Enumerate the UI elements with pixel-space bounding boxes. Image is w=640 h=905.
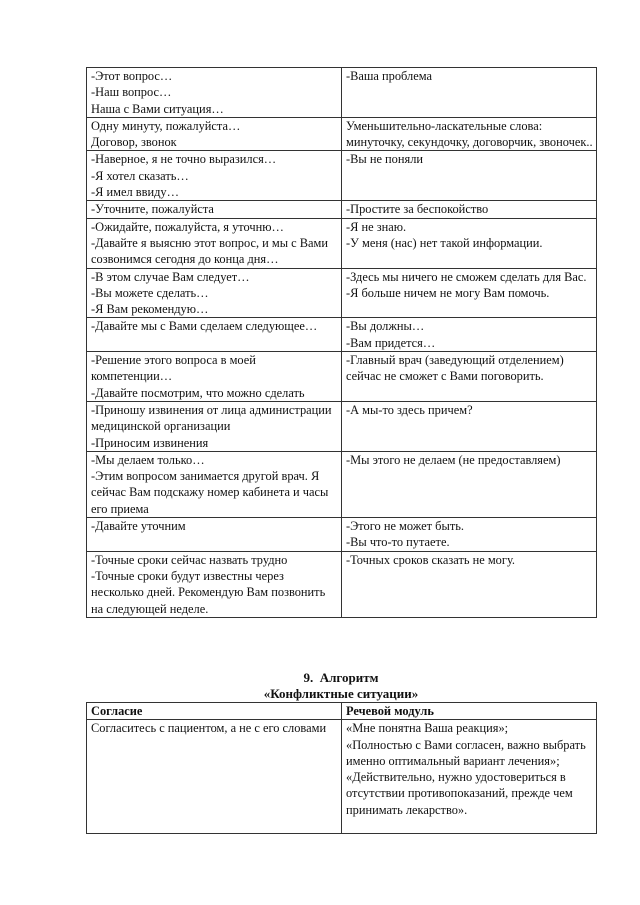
cell-line: -Точных сроков сказать не могу. [346,552,516,567]
cell-line: -Этим вопросом занимается другой врач. Я сейчас Вам подскажу номер кабинета и часы его приема [91,469,329,516]
recommended-phrase-cell [87,518,342,552]
cell-line: «Мне понятна Ваша реакция»; [346,721,509,736]
cell-line: -Этот вопрос… [91,69,173,83]
cell-line: -Давайте мы с Вами сделаем следующее… [91,319,318,334]
cell-line: -Давайте уточним [91,519,186,534]
cell-line: Согласитесь с пациентом, а не с его словами [91,721,327,736]
cell-line: -В этом случае Вам следует… [91,269,250,284]
recommended-phrase-cell [87,218,342,268]
cell-line: -Ожидайте, пожалуйста, я уточню… [91,219,284,234]
table-row [87,117,597,151]
table-row [87,401,597,451]
conflict-table [86,702,597,834]
cell-line: -У меня (нас) нет такой информации. [346,235,543,250]
recommended-phrase-cell [87,268,342,318]
table-row [87,151,597,201]
cell-line: -Вы не поняли [346,152,424,167]
cell-line: -Приношу извинения от лица администрации медицинской организации [91,402,332,434]
cell-line: -Вы должны… [346,319,425,334]
cell-line: -Я больше ничем не могу Вам помочь. [346,285,550,300]
table-row [87,551,597,617]
avoid-phrase-cell [342,551,597,617]
phrases-table-body [87,68,597,618]
cell-line: -Приносим извинения [91,435,209,450]
avoid-phrase-cell [342,352,597,402]
cell-line: -Точные сроки сейчас назвать трудно [91,552,288,567]
cell-line: -Наш вопрос… [91,85,172,100]
cell-line: -Вы можете сделать… [91,285,209,300]
cell-line: -Вам придется… [346,335,436,350]
cell-line: -Главный врач (заведующий отделением) сейчас не сможет с Вами поговорить. [346,353,564,384]
table-row [87,68,597,118]
cell-line: -Мы делаем только… [91,452,205,467]
avoid-phrase-cell [342,451,597,517]
conflict-right-cell [342,720,597,834]
cell-line: «Полностью с Вами согласен, важно выбрать именно оптимальный вариант лечения»; [346,737,586,768]
recommended-phrase-cell [87,117,342,151]
conflict-left-cell [87,720,342,834]
section-subtitle: «Конфликтные ситуации» [263,686,419,701]
cell-line: -Давайте я выясню этот вопрос, и мы с Вами созвонимся сегодня до конца дня… [91,235,328,267]
header-speech-module: Речевой модуль [342,703,597,720]
cell-line: -Точные сроки будут известны через несколько дней. Рекомендую Вам позвонить на следующей неделе. [91,568,326,616]
cell-line: -Решение этого вопроса в моей компетенции… [91,353,256,384]
table-row [87,451,597,517]
table-row [87,218,597,268]
avoid-phrase-cell [342,518,597,552]
avoid-phrase-cell [342,68,597,118]
cell-line: -Я имел ввиду… [91,185,179,200]
avoid-phrase-cell [342,318,597,352]
cell-line: -Вы что-то путаете. [346,535,450,550]
cell-line: -Мы этого не делаем (не предоставляем) [346,452,561,467]
cell-line: -Давайте посмотрим, что можно сделать [91,385,305,400]
cell-line: -Простите за беспокойство [346,202,489,217]
table-row [87,352,597,402]
avoid-phrase-cell [342,401,597,451]
cell-line: -Я не знаю. [346,219,407,234]
conflict-table-header-row [87,703,597,720]
section-title: Алгоритм [319,670,379,685]
cell-line: Уменьшительно-ласкательные слова: минуточку, секундочку, договорчик, звоночек.. [346,118,593,150]
table-row [87,201,597,218]
avoid-phrase-cell [342,201,597,218]
table-row [87,318,597,352]
avoid-phrase-cell [342,268,597,318]
cell-line: Договор, звонок [91,135,177,150]
cell-line: Одну минуту, пожалуйста… [91,118,241,133]
cell-line: -Этого не может быть. [346,519,464,534]
recommended-phrase-cell [87,551,342,617]
recommended-phrase-cell [87,201,342,218]
cell-line: -Я хотел сказать… [91,168,189,183]
cell-line: «Действительно, нужно удостовериться в отсутствии противопоказаний, прежде чем принимать лекарство». [346,770,573,817]
avoid-phrase-cell [342,117,597,151]
recommended-phrase-cell [87,451,342,517]
header-agreement: Согласие [87,703,342,720]
recommended-phrase-cell [87,151,342,201]
table-row [87,268,597,318]
cell-line: -Здесь мы ничего не сможем сделать для Вас. [346,269,587,284]
phrases-table [86,67,597,618]
conflict-table-row [87,720,597,834]
cell-line: -Я Вам рекомендую… [91,302,209,317]
cell-line: -А мы-то здесь причем? [346,402,473,417]
recommended-phrase-cell [87,352,342,402]
recommended-phrase-cell [87,401,342,451]
cell-line: -Уточните, пожалуйста [91,202,214,217]
section-number: 9. [303,670,314,685]
avoid-phrase-cell [342,218,597,268]
table-row [87,518,597,552]
recommended-phrase-cell [87,318,342,352]
cell-line: -Ваша проблема [346,69,432,83]
avoid-phrase-cell [342,151,597,201]
section-heading [86,670,596,686]
recommended-phrase-cell [87,68,342,118]
cell-line: -Наверное, я не точно выразился… [91,152,277,167]
cell-line: Наша с Вами ситуация… [91,101,224,116]
